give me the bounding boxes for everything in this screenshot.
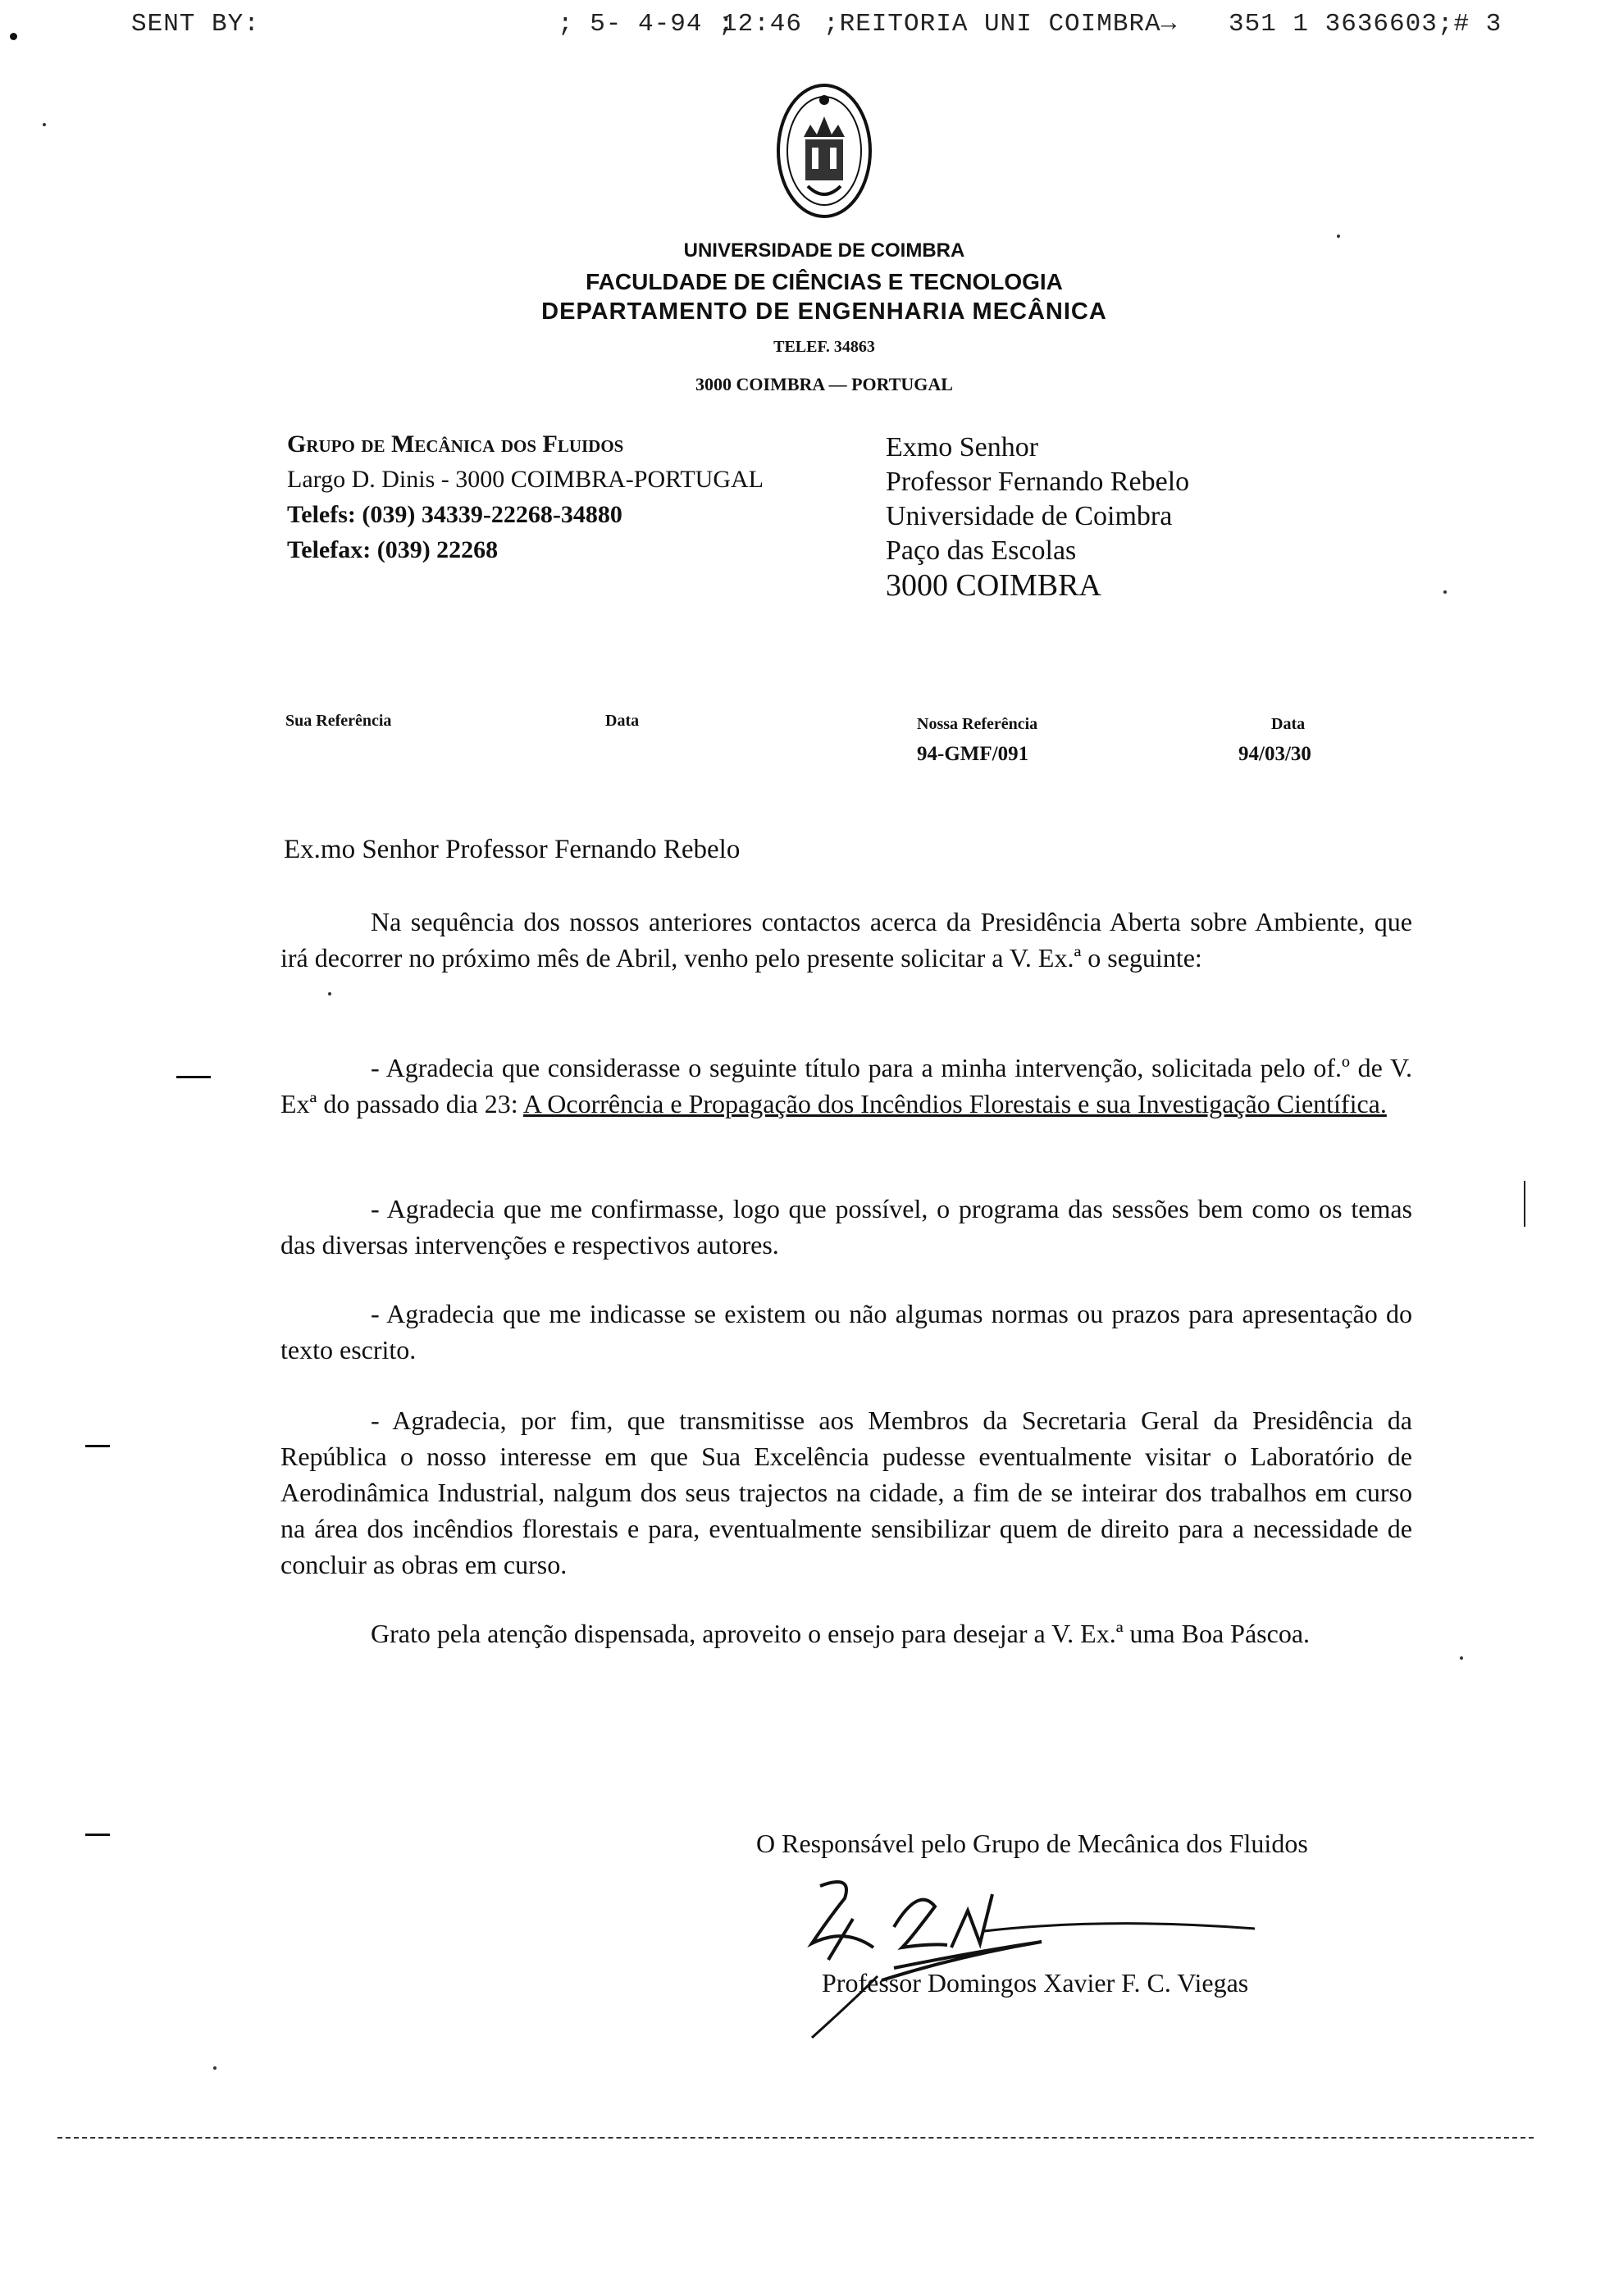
scan-speck xyxy=(1337,235,1340,238)
paragraph-1: Na sequência dos nossos anteriores contactos acerca da Presidência Aberta sobre Ambiente, que irá decorrer no próximo mês de Abril, venho pelo presente solicitar a V. Ex.ª o seguinte: xyxy=(280,907,1412,973)
paragraph-6: Grato pela atenção dispensada, aproveito o ensejo para desejar a V. Ex.ª uma Boa Páscoa. xyxy=(371,1619,1311,1648)
ref-data-label-1: Data xyxy=(605,712,640,730)
lecture-title: A Ocorrência e Propagação dos Incêndios Florestais e sua Investigação Científica. xyxy=(522,1089,1387,1118)
bottom-dashed-rule xyxy=(57,2137,1534,2139)
university-seal-icon xyxy=(771,75,878,223)
fax-date: ; 5- 4-94 ; xyxy=(558,10,735,39)
letterhead-faculty: FACULDADE DE CIÊNCIAS E TECNOLOGIA xyxy=(586,269,1063,294)
paragraph-5: - Agradecia, por fim, que transmitisse aos Membros da Secretaria Geral da Presidência da República o nosso interesse em que Sua Excelência pudesse eventualmente visitar o Laboratório de Aerodinâmica Industrial, nalgum dos seus trajectos na cidade, a fim de se inteirar dos trabalhos em curso na área dos incêndios florestais e para, eventualmente sensibilizar quem de direito para a necessidade de concluir as obras em curso. xyxy=(280,1405,1412,1579)
scan-speck xyxy=(43,123,46,126)
recipient-salutation-line: Exmo Senhor xyxy=(886,432,1039,462)
sender-group: Grupo de Mecânica dos Fluidos xyxy=(287,430,624,458)
scan-speck xyxy=(213,2066,217,2070)
fax-time: 12:46 xyxy=(722,10,803,39)
recipient-city: 3000 COIMBRA xyxy=(886,568,1101,603)
handwritten-signature-icon xyxy=(796,1870,1288,2050)
margin-mark xyxy=(1524,1181,1525,1227)
sender-street: Largo D. Dinis - 3000 COIMBRA-PORTUGAL xyxy=(287,466,764,493)
sender-fax: Telefax: (039) 22268 xyxy=(287,536,499,563)
letterhead-university: UNIVERSIDADE DE COIMBRA xyxy=(683,239,965,262)
letterhead-address: 3000 COIMBRA — PORTUGAL xyxy=(695,374,953,394)
ref-sua-label: Sua Referência xyxy=(285,712,392,730)
recipient-street: Paço das Escolas xyxy=(886,535,1077,566)
recipient-institution: Universidade de Coimbra xyxy=(886,501,1173,531)
letterhead-phone: TELEF. 34863 xyxy=(773,338,875,356)
ref-data-value: 94/03/30 xyxy=(1238,743,1311,765)
ref-nossa-value: 94-GMF/091 xyxy=(917,743,1029,765)
fax-number-page: 351 1 3636603;# 3 xyxy=(1229,10,1502,39)
margin-mark xyxy=(176,1076,211,1078)
scan-speck xyxy=(1460,1656,1463,1660)
paragraph-2-text: - Agradecia que considerasse o seguinte título para a minha intervenção, solicitada pelo of.º de V. Exª do passado dia 23: xyxy=(280,1053,1412,1118)
fax-header-dot xyxy=(10,33,17,40)
fax-sender: ;REITORIA UNI COIMBRA→ xyxy=(823,10,1178,39)
paragraph-4: - Agradecia que me indicasse se existem ou não algumas normas ou prazos para apresentação do texto escrito. xyxy=(280,1299,1412,1364)
ref-data-label-2: Data xyxy=(1271,715,1306,733)
paragraph-2 xyxy=(280,1050,1412,1122)
ref-nossa-label: Nossa Referência xyxy=(917,715,1038,733)
letter-salutation: Ex.mo Senhor Professor Fernando Rebelo xyxy=(284,835,741,864)
scan-speck xyxy=(1443,590,1447,594)
scan-speck xyxy=(328,992,331,995)
margin-mark xyxy=(85,1445,110,1447)
margin-mark xyxy=(85,1834,110,1836)
recipient-block xyxy=(886,430,1460,603)
signatory-name: Professor Domingos Xavier F. C. Viegas xyxy=(822,1968,1249,1998)
paragraph-3: - Agradecia que me confirmasse, logo que possível, o programa das sessões bem como os temas das diversas intervenções e respectivos autores. xyxy=(280,1194,1412,1260)
fax-sent-by: SENT BY: xyxy=(131,10,260,39)
sender-block xyxy=(287,426,861,567)
sender-phones: Telefs: (039) 34339-22268-34880 xyxy=(287,501,622,528)
letterhead-department: DEPARTAMENTO DE ENGENHARIA MECÂNICA xyxy=(541,298,1107,325)
recipient-name: Professor Fernando Rebelo xyxy=(886,467,1190,497)
closing-line: O Responsável pelo Grupo de Mecânica dos Fluidos xyxy=(756,1829,1308,1858)
